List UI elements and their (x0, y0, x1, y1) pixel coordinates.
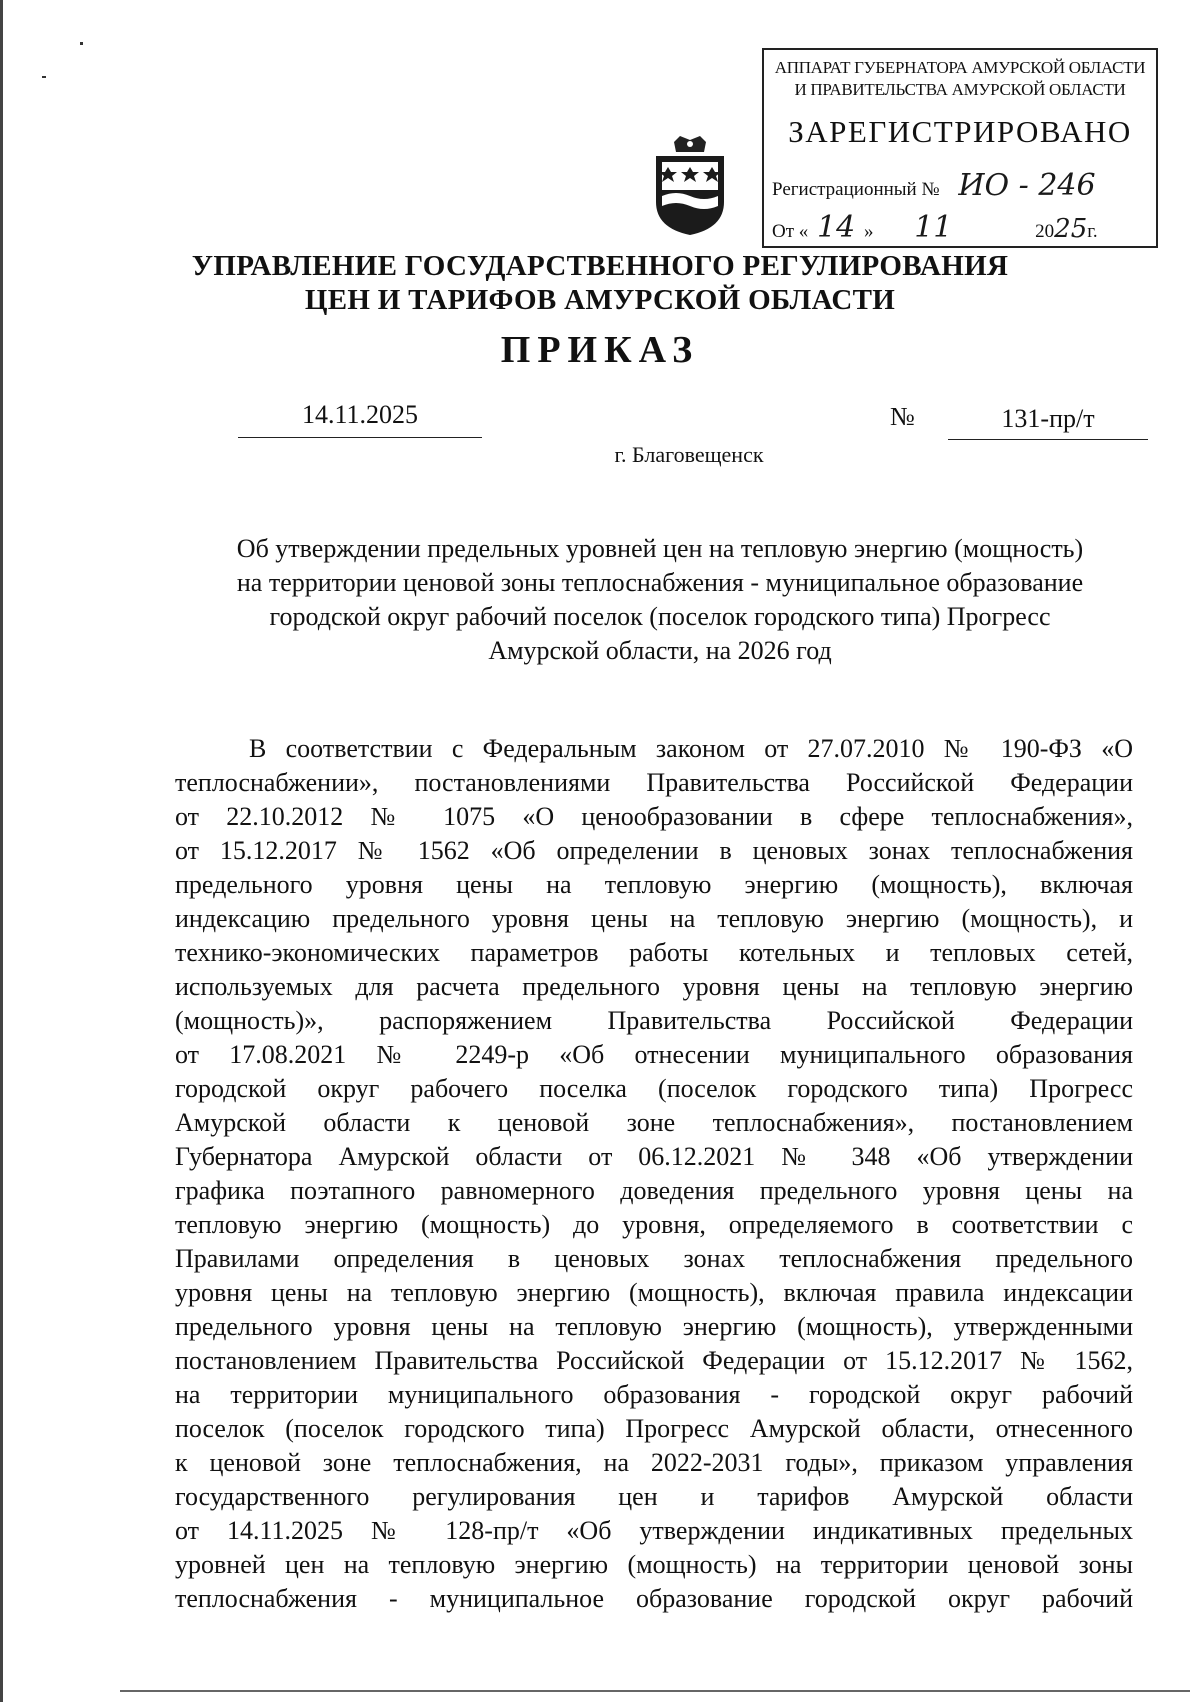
body-line: графика поэтапного равномерного доведения предельного уровня цены на (175, 1176, 1133, 1205)
order-date-underline (238, 437, 482, 438)
scan-bottom-edge (120, 1690, 1190, 1692)
issuer-name-line-2: ЦЕН И ТАРИФОВ АМУРСКОЙ ОБЛАСТИ (304, 284, 896, 316)
body-line: В соответствии с Федеральным законом от 27.07.2010 № 190-ФЗ «О (249, 734, 1133, 763)
stamp-date-mid: » (863, 221, 874, 242)
stamp-org-line-1: АППАРАТ ГУБЕРНАТОРА АМУРСКОЙ ОБЛАСТИ (774, 58, 1146, 77)
order-subject (190, 532, 1130, 668)
body-line: от 22.10.2012 № 1075 «О ценообразовании в сфере теплоснабжения», (175, 802, 1133, 831)
stamp-date-row (772, 210, 1098, 245)
body-line: индексацию предельного уровня цены на тепловую энергию (мощность), и (175, 904, 1133, 933)
body-line: от 15.12.2017 № 1562 «Об определении в ценовых зонах теплоснабжения (175, 836, 1133, 865)
body-line: тепловую энергию (мощность) до уровня, определяемого в соответствии с (175, 1210, 1133, 1239)
scan-speck (80, 42, 83, 45)
stamp-year-suffix: 25 (1054, 214, 1088, 244)
body-line: Правилами определения в ценовых зонах теплоснабжения предельного (175, 1244, 1133, 1273)
body-line: от 17.08.2021 № 2249-р «Об отнесении муниципального образования (175, 1040, 1133, 1069)
body-line: на территории муниципального образования - городской округ рабочий (175, 1380, 1133, 1409)
body-line: государственного регулирования цен и тарифов Амурской области (175, 1482, 1133, 1511)
stamp-year-end: г. (1087, 221, 1098, 242)
document-type: ПРИКАЗ (500, 329, 700, 371)
body-line: поселок (поселок городского типа) Прогресс Амурской области, отнесенного (175, 1414, 1133, 1443)
order-date: 14.11.2025 (301, 400, 419, 429)
stamp-reg-label: Регистрационный № (772, 179, 940, 200)
body-line: Амурской области к ценовой зоне теплоснабжения», постановлением (175, 1108, 1133, 1137)
body-line: предельного уровня цены на тепловую энергию (мощность), включая (175, 870, 1133, 899)
stamp-date-day: 14 (817, 210, 856, 245)
body-line: (мощность)», распоряжением Правительства Российской Федерации (175, 1006, 1133, 1035)
body-line: городской округ рабочего поселка (поселок городского типа) Прогресс (175, 1074, 1133, 1103)
body-line: Губернатора Амурской области от 06.12.2021 № 348 «Об утверждении (175, 1142, 1133, 1171)
body-line: предельного уровня цены на тепловую энергию (мощность), утвержденными (175, 1312, 1133, 1341)
stamp-org-line-2: И ПРАВИТЕЛЬСТВА АМУРСКОЙ ОБЛАСТИ (794, 80, 1126, 99)
subject-line: Амурской области, на 2026 год (488, 636, 832, 665)
stamp-date-month: 11 (914, 210, 953, 245)
body-line: от 14.11.2025 № 128-пр/т «Об утверждении индикативных предельных (175, 1516, 1133, 1545)
stamp-date-prefix: От « (772, 221, 809, 242)
body-line: уровней цен на тепловую энергию (мощность) на территории ценовой зоны (175, 1550, 1133, 1579)
issuer-name-line-1: УПРАВЛЕНИЕ ГОСУДАРСТВЕННОГО РЕГУЛИРОВАНИЯ (191, 250, 1009, 282)
body-line: теплоснабжения - муниципальное образование городской округ рабочий (175, 1584, 1133, 1613)
body-line: к ценовой зоне теплоснабжения, на 2022-2031 годы», приказом управления (175, 1448, 1133, 1477)
registration-stamp (762, 48, 1158, 248)
subject-line: на территории ценовой зоны теплоснабжения - муниципальное образование (236, 568, 1084, 597)
order-number-underline (948, 439, 1148, 440)
order-number: 131-пр/т (1001, 404, 1095, 433)
order-number-sign: № (890, 402, 915, 431)
coat-of-arms-icon (650, 136, 730, 236)
body-line: теплоснабжении», постановлениями Правительства Российской Федерации (175, 768, 1133, 797)
body-line: используемых для расчета предельного уровня цены на тепловую энергию (175, 972, 1133, 1001)
subject-line: Об утверждении предельных уровней цен на тепловую энергию (мощность) (236, 534, 1084, 563)
stamp-year-prefix: 20 (1035, 221, 1055, 242)
scan-speck (42, 76, 46, 78)
order-city: г. Благовещенск (614, 442, 764, 467)
body-line: уровня цены на тепловую энергию (мощность), включая правила индексации (175, 1278, 1133, 1307)
subject-line: городской округ рабочий поселок (поселок городского типа) Прогресс (269, 602, 1051, 631)
order-body (175, 732, 1133, 1616)
stamp-reg-number: ИО - 246 (958, 168, 1096, 203)
stamp-title: ЗАРЕГИСТРИРОВАНО (788, 114, 1132, 149)
stamp-reg-row (772, 168, 1096, 203)
body-line: технико-экономических параметров работы котельных и тепловых сетей, (175, 938, 1133, 967)
body-line: постановлением Правительства Российской Федерации от 15.12.2017 № 1562, (175, 1346, 1133, 1375)
